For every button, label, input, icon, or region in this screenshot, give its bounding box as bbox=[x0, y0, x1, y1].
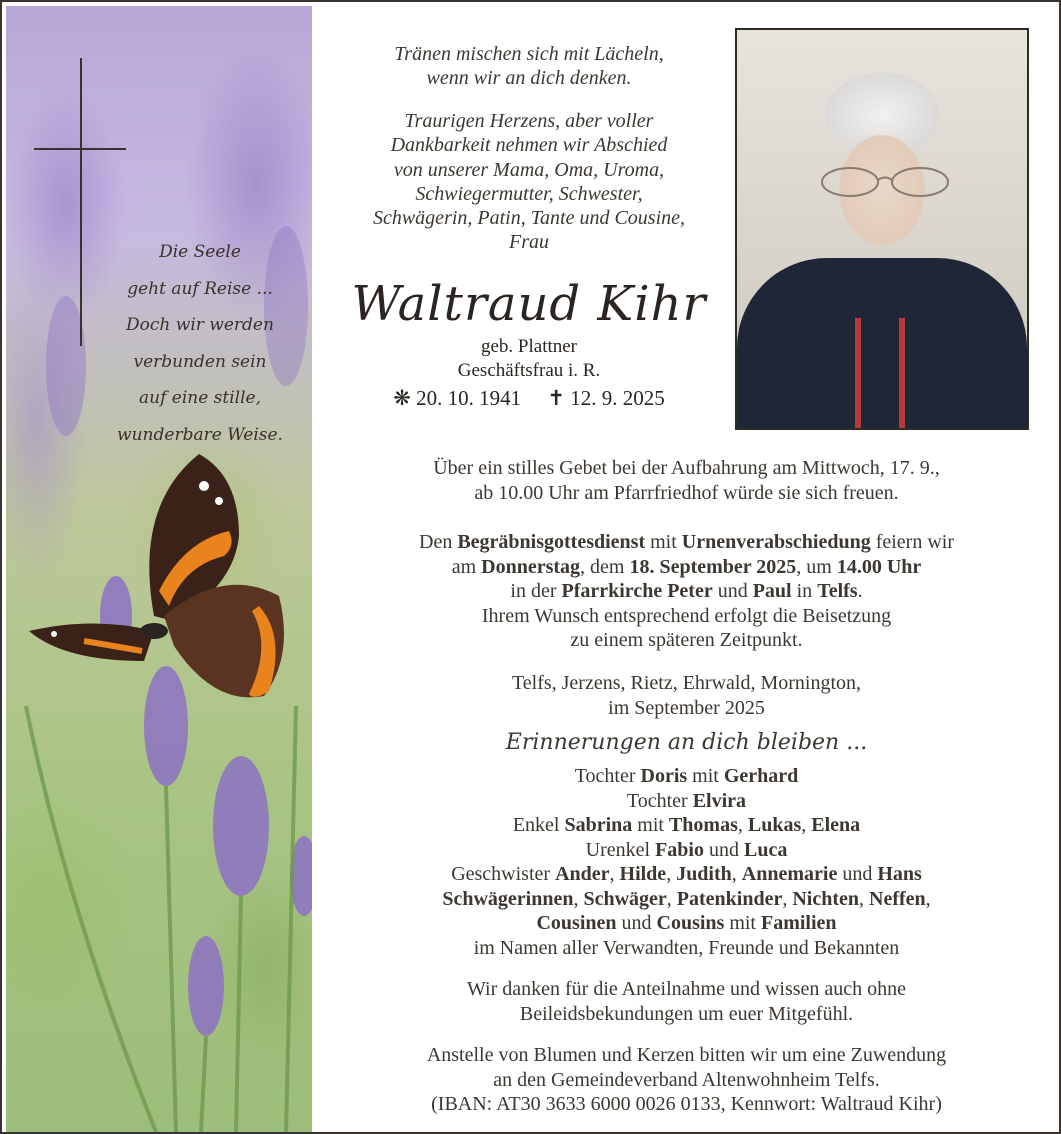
portrait-clothing bbox=[737, 258, 1027, 428]
funeral-line-1: Den Begräbnisgottesdienst mit Urnenverabschiedung feiern wir bbox=[419, 531, 954, 553]
family-row: Urenkel Fabio und Luca bbox=[585, 838, 788, 861]
funeral-line-2: am Donnerstag, dem 18. September 2025, um 14.00 Uhr bbox=[451, 555, 922, 578]
maiden-name: geb. Plattner bbox=[480, 336, 578, 357]
poem-line: geht auf Reise ... bbox=[127, 278, 273, 299]
prayer-line: Über ein stilles Gebet bei der Aufbahrung am Mittwoch, 17. 9., bbox=[433, 457, 940, 479]
memories-heading: Erinnerungen an dich bleiben ... bbox=[505, 730, 868, 755]
prayer-line: ab 10.00 Uhr am Pfarrfriedhof würde sie sich freuen. bbox=[474, 481, 899, 504]
intro-line: Traurigen Herzens, aber voller bbox=[404, 110, 654, 132]
deceased-name: Waltraud Kihr bbox=[351, 276, 707, 332]
poem-line: wunderbare Weise. bbox=[117, 424, 283, 445]
family-row: Tochter Doris mit Gerhard bbox=[574, 765, 799, 787]
death-date: 12. 9. 2025 bbox=[570, 386, 665, 410]
intro-line: Frau bbox=[509, 231, 549, 254]
thanks-line: Beileidsbekundungen um euer Mitgefühl. bbox=[519, 1002, 854, 1025]
quote-line: Tränen mischen sich mit Lächeln, bbox=[394, 43, 664, 65]
place-line: Telfs, Jerzens, Rietz, Ehrwald, Mornington, bbox=[511, 672, 862, 694]
portrait-photo bbox=[735, 28, 1029, 430]
donation-line: Anstelle von Blumen und Kerzen bitten wir um eine Zuwendung bbox=[426, 1044, 947, 1066]
donation-line: an den Gemeindeverband Altenwohnheim Telfs. bbox=[493, 1068, 880, 1091]
funeral-line-3: in der Pfarrkirche Peter und Paul in Telfs. bbox=[510, 580, 863, 602]
portrait-stripe bbox=[855, 318, 861, 428]
occupation: Geschäftsfrau i. R. bbox=[457, 360, 601, 381]
intro-line: Dankbarkeit nehmen wir Abschied bbox=[390, 134, 668, 157]
deceased-details bbox=[314, 335, 744, 383]
funeral-notice bbox=[314, 530, 1059, 653]
family-row: Schwägerinnen, Schwäger, Patenkinder, Nichten, Neffen, bbox=[442, 887, 931, 910]
poem-line: auf eine stille, bbox=[138, 388, 262, 408]
cross-vertical bbox=[80, 58, 82, 346]
funeral-line-5: zu einem späteren Zeitpunkt. bbox=[570, 629, 803, 651]
glasses-icon bbox=[815, 165, 955, 199]
portrait-stripe bbox=[899, 318, 905, 428]
intro-line: Schwiegermutter, Schwester, bbox=[415, 182, 643, 205]
donation-text bbox=[314, 1043, 1059, 1117]
intro-line: Schwägerin, Patin, Tante und Cousine, bbox=[372, 207, 686, 230]
intro-line: von unserer Mama, Oma, Uroma, bbox=[393, 158, 665, 181]
family-row: im Namen aller Verwandten, Freunde und Bekannten bbox=[473, 936, 900, 959]
poem-line: Doch wir werden bbox=[126, 315, 274, 335]
birth-star-icon: ❋ bbox=[393, 386, 411, 410]
thanks-text bbox=[314, 977, 1059, 1026]
quote-line: wenn wir an dich denken. bbox=[426, 67, 632, 89]
prayer-notice bbox=[314, 456, 1059, 505]
poem-line: Die Seele bbox=[159, 242, 241, 262]
funeral-line-4: Ihrem Wunsch entsprechend erfolgt die Beisetzung bbox=[481, 604, 892, 627]
place-date bbox=[314, 671, 1059, 720]
birth-date: 20. 10. 1941 bbox=[416, 386, 522, 410]
family-list bbox=[314, 764, 1059, 960]
poem bbox=[90, 234, 310, 453]
opening-quote bbox=[314, 42, 744, 90]
intro-text bbox=[314, 109, 744, 255]
family-row: Cousinen und Cousins mit Familien bbox=[536, 912, 837, 934]
family-row: Geschwister Ander, Hilde, Judith, Annemarie und Hans bbox=[451, 863, 922, 885]
family-row: Enkel Sabrina mit Thomas, Lukas, Elena bbox=[512, 814, 861, 836]
donation-line: (IBAN: AT30 3633 6000 0026 0133, Kennwort: Waltraud Kihr) bbox=[431, 1093, 942, 1115]
lavender-butterfly-image bbox=[6, 6, 312, 1132]
life-dates bbox=[314, 384, 744, 412]
family-row: Tochter Elvira bbox=[626, 789, 747, 812]
cross-horizontal bbox=[34, 148, 126, 150]
butterfly-icon bbox=[24, 446, 294, 716]
poem-line: verbunden sein bbox=[133, 351, 267, 372]
date-line: im September 2025 bbox=[608, 696, 765, 719]
death-cross-icon: ✝ bbox=[547, 386, 565, 410]
thanks-line: Wir danken für die Anteilnahme und wissen auch ohne bbox=[466, 978, 907, 1000]
